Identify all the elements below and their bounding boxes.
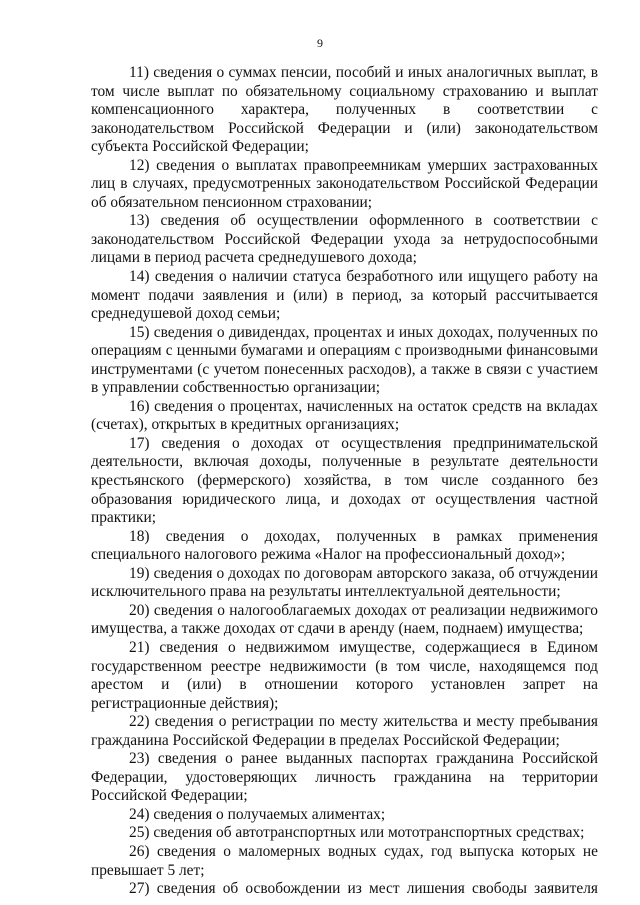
list-item-22: 22) сведения о регистрации по месту жительства и месту пребывания гражданина Российской Федерации в пределах Российской Федерации; <box>91 713 598 749</box>
list-item-24: 24) сведения о получаемых алиментах; <box>129 805 386 823</box>
list-item-27: 27) сведения об освобождении из мест лишения свободы заявителя <box>129 880 598 898</box>
list-item-18: 18) сведения о доходах, полученных в рамках применения специального налогового режима «Налог на профессиональный доход»; <box>91 527 598 564</box>
list-item-23: 23) сведения о ранее выданных паспортах гражданина Российской Федерации, удостоверяющих личность гражданина на территории Российской Федерации; <box>91 750 598 805</box>
list-item-25: 25) сведения об автотранспортных или мототранспортных средствах; <box>129 824 585 842</box>
list-item-19: 19) сведения о доходах по договорам авторского заказа, об отчуждении исключительного права на результаты интеллектуальной деятельности; <box>91 564 598 601</box>
list-item-13: 13) сведения об осуществлении оформленного в соответствии с законодательством Российской Федерации ухода за нетрудоспособными лицами в период расчета среднедушевого дохода; <box>91 212 598 267</box>
list-item-14: 14) сведения о наличии статуса безработного или ищущего работу на момент подачи заявления и (или) в период, за который рассчитывается среднедушевой доход семьи; <box>91 268 598 323</box>
list-item-21: 21) сведения о недвижимом имуществе, содержащиеся в Едином государственном реестре недвижимости (в том числе, находящемся под арестом и (или) в отношении которого установлен запрет на регистрационные действия); <box>91 638 598 712</box>
list-item-20: 20) сведения о налогооблагаемых доходах от реализации недвижимого имущества, а также доходах от сдачи в аренду (наем, поднаем) имущества; <box>91 601 598 638</box>
list-item-12: 12) сведения о выплатах правопреемникам умерших застрахованных лиц в случаях, предусмотренных законодательством Российской Федерации об обязательном пенсионном страховании; <box>91 156 598 211</box>
list-item-11: 11) сведения о суммах пенсии, пособий и иных аналогичных выплат, в том числе выплат по обязательному социальному страхованию и выплат компенсационного характера, полученных в соответствии с законодательством Российской Федерации и (или) законодательством субъекта Российской Федерации; <box>91 64 598 156</box>
list-item-16: 16) сведения о процентах, начисленных на остаток средств на вкладах (счетах), открытых в кредитных организациях; <box>91 397 598 434</box>
list-item-15: 15) сведения о дивидендах, процентах и иных доходах, полученных по операциям с ценными бумагами и операциям с производными финансовыми инструментами (с учетом понесенных расходов), а также в связи с участием в управлении собственностью организации; <box>91 323 598 397</box>
list-item-17: 17) сведения о доходах от осуществления предпринимательской деятельности, включая доходы, полученные в результате деятельности крестьянского (фермерского) хозяйства, в том числе созданного без образования юридического лица, и доходах от осуществления частной практики; <box>91 434 598 527</box>
document-body <box>91 64 598 899</box>
page-number: 9 <box>317 36 323 50</box>
list-item-26: 26) сведения о маломерных водных судах, год выпуска которых не превышает 5 лет; <box>91 842 598 879</box>
